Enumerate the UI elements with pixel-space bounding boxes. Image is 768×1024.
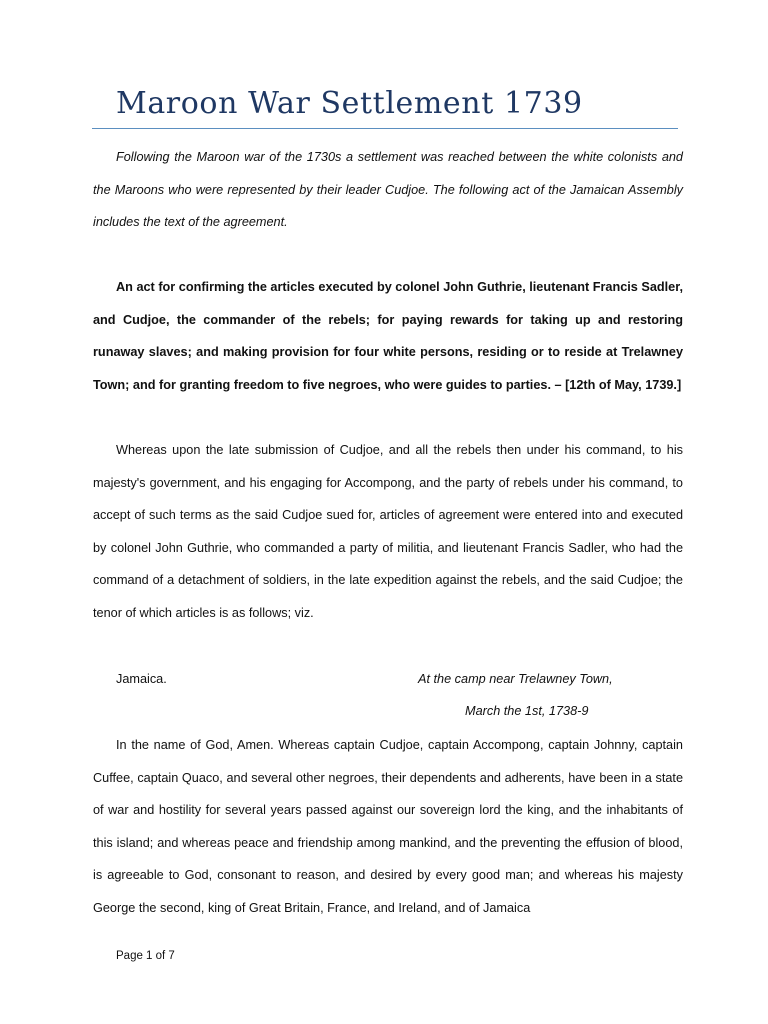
camp-date: March the 1st, 1738-9	[465, 704, 589, 718]
act-heading-paragraph: An act for confirming the articles executed by colonel John Guthrie, lieutenant Francis Sadler, and Cudjoe, the commander of the rebels; for paying rewards for taking up and restoring runaway slaves; and making provision for four white persons, residing or to reside at Trelawney Town; and for granting freedom to five negroes, who were guides to parties. – [12th of May, 1739.]	[93, 280, 683, 392]
intro-paragraph: Following the Maroon war of the 1730s a settlement was reached between the white colonists and the Maroons who were represented by their leader Cudjoe. The following act of the Jamaican Assembly includes the text of the agreement.	[93, 150, 683, 230]
camp-location: At the camp near Trelawney Town,	[418, 672, 613, 686]
articles-paragraph: In the name of God, Amen. Whereas captain Cudjoe, captain Accompong, captain Johnny, captain Cuffee, captain Quaco, and several other negroes, their dependents and adherents, have been in a state of war and hostility for several years passed against our sovereign lord the king, and the inhabitants of this island; and whereas peace and friendship among mankind, and the preventing the effusion of blood, is agreeable to God, consonant to reason, and desired by every good man; and whereas his majesty George the second, king of Great Britain, France, and Ireland, and of Jamaica	[93, 738, 683, 915]
document-title: Maroon War Settlement 1739	[116, 86, 583, 121]
whereas-paragraph: Whereas upon the late submission of Cudjoe, and all the rebels then under his command, to his majesty's government, and his engaging for Accompong, and the party of rebels under his command, to accept of such terms as the said Cudjoe sued for, articles of agreement were entered into and executed by colonel John Guthrie, who commanded a party of militia, and lieutenant Francis Sadler, who had the command of a detachment of soldiers, in the late expedition against the rebels, and the said Cudjoe; the tenor of which articles is as follows; viz.	[93, 443, 683, 620]
title-underline	[92, 128, 678, 129]
page-number: Page 1 of 7	[116, 950, 175, 962]
place-label: Jamaica.	[116, 672, 167, 686]
